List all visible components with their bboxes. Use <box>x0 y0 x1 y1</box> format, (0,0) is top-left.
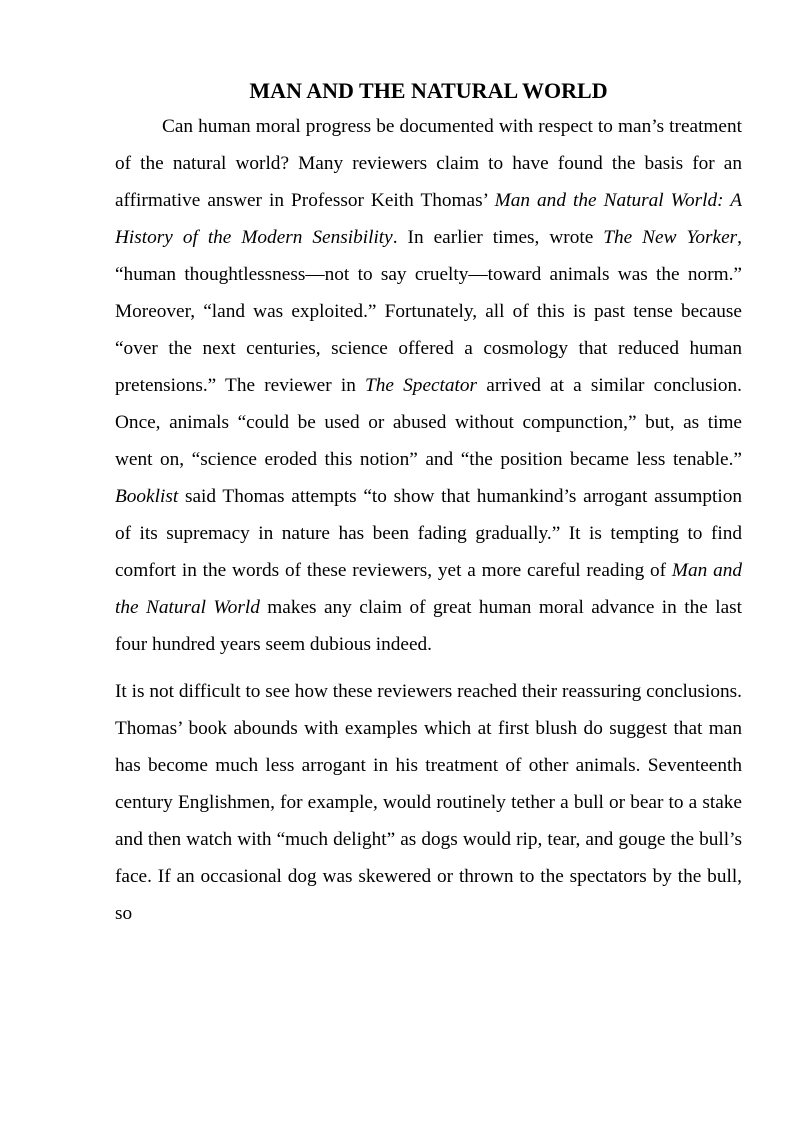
text-segment: , “human thoughtlessness—not to say cruelty—toward animals was the norm.” Moreover, “land was exploited.” Fortunately, all of this is past tense because “over the next centuries, science offered a cosmology that reduced human pretensions.” The reviewer in <box>115 227 742 396</box>
text-segment: . In earlier times, wrote <box>392 227 604 248</box>
publication-name-italic: The Spectator <box>365 375 478 396</box>
paragraph-1 <box>115 108 742 663</box>
book-title-italic: Man and the Natural World: A History of the Modern Sensibility <box>115 190 742 248</box>
text-segment: arrived at a similar conclusion. Once, animals “could be used or abused without compunction,” but, as time went on, “science eroded this notion” and “the position became less tenable.” <box>115 375 743 470</box>
publication-name-italic: Booklist <box>115 486 179 507</box>
document-page <box>115 76 742 932</box>
text-segment: said Thomas attempts “to show that humankind’s arrogant assumption of its supremacy in nature has been fading gradually.” It is tempting to find comfort in the words of these reviewers, yet a more careful reading of <box>115 486 742 581</box>
text-segment: Can human moral progress be documented with respect to man’s treatment of the natural world? Many reviewers claim to have found the basis for an affirmative answer in Professor Keith Thomas’ <box>115 116 742 211</box>
book-title-italic: Man and the Natural World <box>115 560 742 618</box>
text-segment: makes any claim of great human moral advance in the last four hundred years seem dubious indeed. <box>115 597 742 655</box>
text-segment: It is not difficult to see how these reviewers reached their reassuring conclusions. Thomas’ book abounds with examples which at first blush do suggest that man has become much less arrogant in his treatment of other animals. Seventeenth century Englishmen, for example, would routinely tether a bull or bear to a stake and then watch with “much delight” as dogs would rip, tear, and gouge the bull’s face. If an occasional dog was skewered or thrown to the spectators by the bull, so <box>115 681 742 924</box>
publication-name-italic: The New Yorker <box>603 227 738 248</box>
document-title: MAN AND THE NATURAL WORLD <box>249 78 608 103</box>
paragraph-2 <box>115 673 742 932</box>
